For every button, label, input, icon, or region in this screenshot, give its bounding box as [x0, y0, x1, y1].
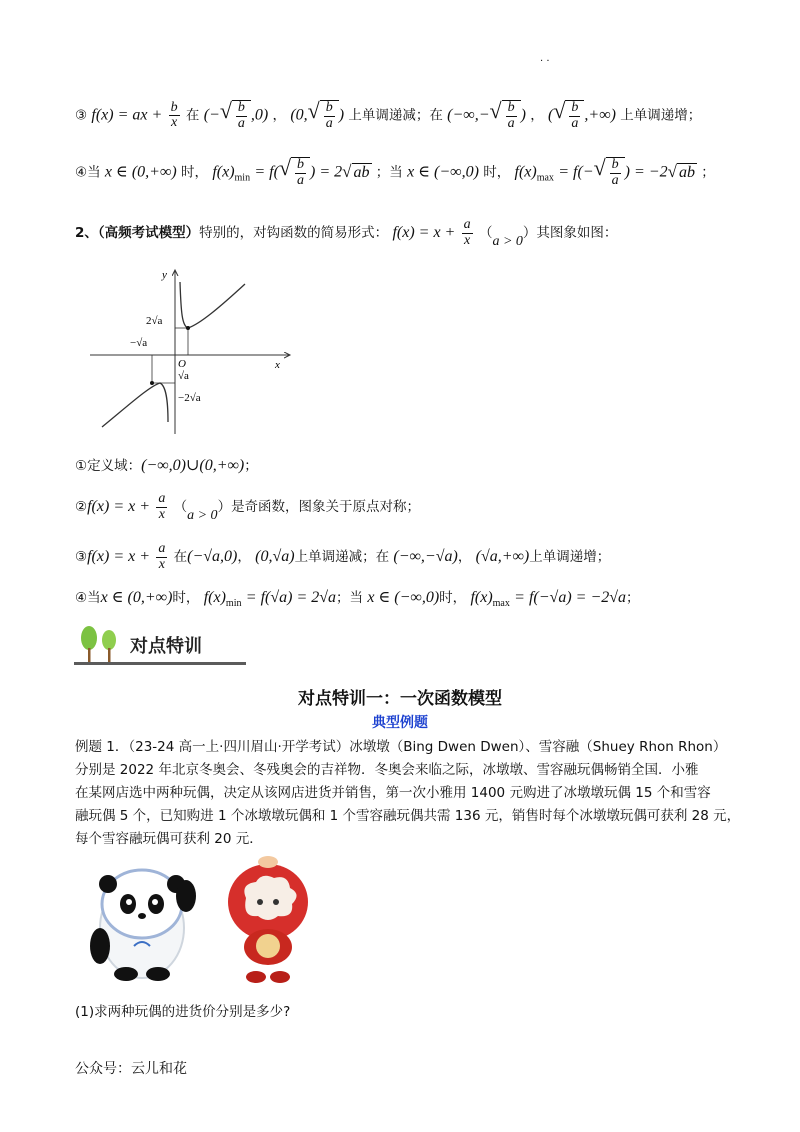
example-line: 在某网店选中两种玩偶，决定从该网店进货并销售，第一次小雅用 1400 元购进了冰墩墩玩偶 15 个和雪容 — [75, 785, 711, 801]
max-point — [150, 381, 154, 385]
x-axis-label: x — [275, 359, 280, 371]
bing-dwen-dwen-image — [78, 856, 206, 984]
section-banner — [72, 620, 247, 666]
banner-underline — [74, 662, 246, 665]
banner-title: 对点特训 — [130, 636, 202, 657]
label-2sqrta: 2√a — [146, 315, 163, 327]
left-branch-curve — [102, 383, 168, 427]
sqrt-b-over-a: √ $\frac{b}{a}$ — [553, 100, 584, 131]
origin-label: O — [178, 358, 186, 370]
sqrt-b-over-a: √ $\frac{b}{a}$ — [220, 100, 251, 131]
section-2-intro: 2、（高频考试模型）特别的，对钩函数的简易形式： f(x) = x + $\frac{a}{x}$ （a > 0）其图象如图： — [75, 217, 618, 250]
prop-3: ③f(x) = x + $\frac{a}{x}$ 在(−√a,0)， (0,√a)上单调递减；在 (−∞,−√a)， (√a,+∞)上单调递增； — [75, 541, 611, 572]
shuey-rhon-rhon-image — [218, 852, 318, 987]
property-line-4: ④当 x ∈ (0,+∞) 时， $f(x)_{min} = f$( √ $\frac{b}{a}$ ) = 2 √ ab ；当 x ∈ (−∞,0) 时， $f(x)_{max} = f(-$ √ $\frac{b}{a}$ ) = −2 √ ab ； — [75, 155, 715, 188]
corner-mark: . . — [540, 53, 550, 64]
min-point — [186, 326, 190, 330]
hook-function-graph — [80, 262, 300, 440]
example-line: 例题 1．（23-24 高一上·四川眉山·开学考试）冰墩墩（Bing Dwen Dwen）、雪容融（Shuey Rhon Rhon） — [75, 739, 727, 755]
label-neg-sqrta: −√a — [130, 337, 148, 349]
right-branch-curve — [180, 282, 245, 328]
example-line: 每个雪容融玩偶可获利 20 元． — [75, 831, 263, 847]
prop-4: ④当x ∈ (0,+∞)时， $f(x)_{min} = f(√a) = 2√a$；当 x ∈ (−∞,0)时， $f(x)_{max} = f(-√a) = -2√a$； — [75, 589, 640, 609]
sub-heading: 典型例题 — [372, 715, 428, 731]
question-1: (1)求两种玩偶的进货价分别是多少? — [75, 1004, 291, 1020]
main-heading: 对点特训一：一次函数模型 — [298, 689, 502, 709]
tree-icon — [76, 624, 124, 664]
function-expr: f(x) = ax + — [91, 106, 163, 124]
sqrt-b-over-a: √ $\frac{b}{a}$ — [489, 100, 520, 131]
footer-text: 公众号：云儿和花 — [75, 1061, 187, 1077]
y-axis-label: y — [162, 269, 167, 281]
example-line: 分别是 2022 年北京冬奥会、冬残奥会的吉祥物．冬奥会来临之际，冰墩墩、雪容融玩偶畅销全国．小雅 — [75, 762, 699, 778]
sqrt-b-over-a: √ $\frac{b}{a}$ — [308, 100, 339, 131]
fraction: $\frac{b}{x}$ — [170, 99, 178, 131]
label-neg-2sqrta: −2√a — [178, 392, 201, 404]
label-sqrta: √a — [178, 370, 189, 382]
prop-1: ①定义域：(−∞,0)∪(0,+∞)； — [75, 457, 258, 474]
property-line-3: ③ f(x) = ax + $\frac{b}{x}$ 在 (− √ $\frac{b}{a}$ ,0) ， (0, √ $\frac{b}{a}$ ) 上单调递减；在 (−∞,− √ $\frac{b}{a}$ ) ， ( √ $\frac{b}{a}$ ,+∞) 上单调递增； — [75, 98, 702, 131]
example-line: 融玩偶 5 个，已知购进 1 个冰墩墩玩偶和 1 个雪容融玩偶共需 136 元，销售时每个冰墩墩玩偶可获利 28 元， — [75, 808, 741, 824]
example-1 — [75, 736, 745, 851]
item-number: ③ — [75, 107, 88, 124]
prop-2: ②f(x) = x + $\frac{a}{x}$ （a > 0）是奇函数，图象关于原点对称； — [75, 491, 421, 524]
